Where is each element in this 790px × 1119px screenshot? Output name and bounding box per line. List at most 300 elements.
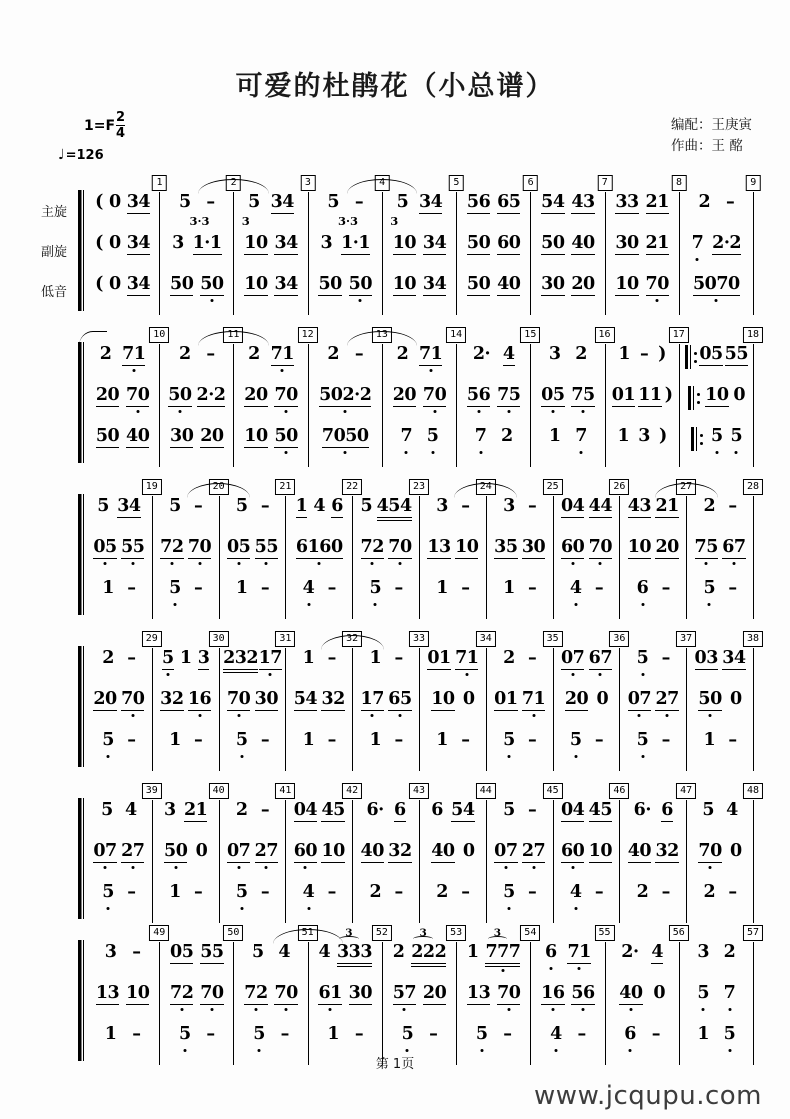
- repeat-dot: [694, 352, 697, 355]
- measure-cell: [86, 882, 153, 923]
- music-row: [86, 841, 754, 882]
- note-token: 0: [653, 983, 666, 1003]
- measure-number-box: 3: [300, 175, 315, 191]
- measure-cell: [554, 841, 621, 882]
- note-token: 5070: [693, 275, 740, 296]
- measure-cell: [86, 274, 160, 315]
- note-token: 5: [426, 426, 439, 446]
- measure-number-box: 23: [409, 479, 429, 495]
- note-token: 10: [244, 427, 267, 448]
- note-token: 34: [722, 649, 745, 670]
- measure-cell: [420, 882, 487, 923]
- note-token: 60: [561, 842, 584, 863]
- staff-rows: [86, 344, 754, 467]
- note-token: 70: [188, 538, 211, 559]
- note-token: 40: [126, 427, 149, 448]
- note-token: 1: [102, 578, 114, 598]
- measure-number-box: 33: [409, 631, 429, 647]
- measure-cell: [86, 983, 160, 1024]
- measure-cell: [153, 730, 220, 771]
- note-token: 40: [361, 842, 384, 863]
- time-denominator: 4: [116, 125, 126, 141]
- measure-number-box: 9: [746, 175, 761, 191]
- note-token: –: [260, 578, 270, 598]
- measure-cell: [531, 344, 605, 385]
- note-token: 70: [646, 275, 669, 296]
- note-token: 01: [427, 649, 450, 670]
- measure-cell: [86, 578, 153, 619]
- note-token: 777: [485, 943, 520, 964]
- music-row: [86, 192, 754, 233]
- measure-cell: [309, 233, 383, 274]
- measure-cell: [620, 537, 687, 578]
- measure-cell: [487, 800, 554, 841]
- measure-number-box: 7: [597, 175, 612, 191]
- note-token: 2: [636, 882, 649, 902]
- note-token: 1: [436, 730, 448, 750]
- measure-cell: [286, 800, 353, 841]
- repeat-thick-bar: [688, 386, 692, 410]
- note-token: 21: [646, 234, 669, 255]
- note-token: 5: [360, 496, 373, 516]
- note-token: 70: [274, 984, 297, 1005]
- measure-cell: [160, 983, 234, 1024]
- measure-number-box: 14: [446, 327, 466, 343]
- note-token: 1: [179, 648, 192, 668]
- measure-number-box: 32: [342, 631, 362, 647]
- measure-cell: [687, 689, 754, 730]
- note-token: 67: [722, 538, 745, 559]
- note-token: –: [661, 578, 670, 598]
- note-token: –: [639, 344, 649, 364]
- measure-cell: [286, 537, 353, 578]
- note-token: 1: [169, 730, 181, 750]
- measure-cell: [153, 841, 220, 882]
- measure-cell: [309, 426, 383, 467]
- measure-cell: [286, 841, 353, 882]
- note-token: –: [194, 730, 203, 750]
- measure-number-box: 26: [609, 479, 629, 495]
- note-token: 5: [162, 649, 174, 670]
- measure-number-box: 4: [375, 175, 390, 191]
- measure-number-box: 34: [476, 631, 496, 647]
- measure-cell: [220, 689, 287, 730]
- measure-number-box: 53: [446, 925, 466, 941]
- note-token: 3: [548, 344, 561, 364]
- note-token: ): [664, 385, 673, 405]
- note-token: –: [461, 730, 470, 750]
- measure-cell: [153, 578, 220, 619]
- measure-cell: [420, 648, 487, 689]
- note-token: 03: [695, 649, 718, 670]
- note-token: 5: [253, 1024, 265, 1044]
- measure-number-box: 15: [520, 327, 540, 343]
- note-icon: ♩: [58, 147, 65, 163]
- measure-cell: [620, 882, 687, 923]
- note-token: 27: [655, 690, 678, 711]
- music-row: [86, 344, 754, 385]
- measure-cell: [353, 578, 420, 619]
- music-row: [86, 800, 754, 841]
- measure-cell: [86, 730, 153, 771]
- measure-number-box: 5: [449, 175, 464, 191]
- note-token: 2·: [472, 344, 491, 364]
- music-row: [86, 882, 754, 923]
- score-systems: [0, 175, 790, 1065]
- measure-number-box: 25: [543, 479, 563, 495]
- note-token: 5: [369, 578, 382, 598]
- repeat-sign: [685, 346, 698, 368]
- note-token: 1: [169, 882, 181, 902]
- measure-cell: [457, 192, 531, 233]
- note-token: –: [127, 648, 136, 668]
- note-token: 57: [393, 984, 416, 1005]
- note-token: 5: [503, 882, 515, 902]
- note-token: 5: [235, 730, 248, 750]
- music-row: [86, 274, 754, 315]
- measure-cell: [234, 983, 308, 1024]
- note-token: –: [661, 882, 670, 902]
- measure-cell: [160, 344, 234, 385]
- note-token: 3: [164, 800, 176, 820]
- measure-cell: [309, 344, 383, 385]
- measure-cell: [687, 537, 754, 578]
- note-token: 71: [522, 690, 545, 711]
- note-token: 1: [618, 344, 631, 364]
- repeat-thick-bar: [691, 427, 695, 451]
- repeat-dot: [697, 401, 700, 404]
- note-token: 20: [96, 386, 119, 407]
- note-token: 34: [127, 234, 150, 255]
- system-5: [86, 783, 760, 923]
- row-label: 主旋: [40, 204, 67, 220]
- system-4: [86, 631, 760, 771]
- staff-rows: [40, 192, 754, 315]
- note-token: 13: [427, 538, 450, 559]
- measure-cell: [153, 800, 220, 841]
- measure-cell: [487, 841, 554, 882]
- note-token: 5: [503, 730, 515, 750]
- note-token: –: [127, 730, 136, 750]
- note-token: 2: [99, 344, 112, 364]
- note-token: 17: [361, 690, 384, 711]
- note-token: 70: [121, 690, 144, 711]
- measure-number-box: 13: [372, 327, 392, 343]
- system-3: [86, 479, 760, 619]
- measure-cell: [220, 578, 287, 619]
- note-token: 1: [697, 1024, 710, 1044]
- music-row: [86, 983, 754, 1024]
- arranger-credit: 编配：王庚寅: [671, 117, 752, 133]
- note-token: 7050: [322, 427, 369, 448]
- measure-cell: [86, 344, 160, 385]
- measure-cell: [383, 426, 457, 467]
- note-token: 30: [522, 538, 545, 559]
- note-token: 4: [278, 942, 291, 962]
- note-token: 07: [628, 690, 651, 711]
- note-token: 40: [619, 984, 642, 1005]
- measure-cell: [457, 344, 531, 385]
- note-token: 05: [541, 386, 564, 407]
- note-token: 6: [545, 942, 557, 962]
- measure-cell: [353, 841, 420, 882]
- note-token: 50: [318, 275, 341, 296]
- note-token: 5: [730, 426, 743, 446]
- note-token: –: [461, 882, 470, 902]
- music-row: [86, 426, 754, 467]
- note-token: 2: [698, 192, 711, 212]
- repeat-thin-bar: [693, 386, 694, 410]
- note-token: 2: [178, 344, 191, 364]
- measure-cell: [531, 233, 605, 274]
- note-token: 34: [127, 193, 150, 214]
- note-token: 5: [97, 496, 109, 516]
- note-token: 10: [455, 538, 478, 559]
- note-token: 2·2: [712, 234, 741, 255]
- note-token: 10: [628, 538, 651, 559]
- note-token: –: [194, 882, 203, 902]
- note-token: –: [260, 496, 270, 516]
- note-token: 72: [160, 538, 183, 559]
- measure-cell: [86, 233, 160, 274]
- staff-labels: [34, 190, 74, 311]
- measure-cell: [620, 578, 687, 619]
- note-token: 50: [170, 275, 193, 296]
- note-token: 71: [455, 649, 478, 670]
- measure-cell: [487, 578, 554, 619]
- staff-bracket: [78, 494, 84, 615]
- note-token: 1: [466, 942, 479, 962]
- note-token: 32: [388, 842, 411, 863]
- note-token: 27: [121, 842, 144, 863]
- note-token: 11: [638, 386, 661, 407]
- note-token: –: [327, 648, 336, 668]
- note-token: –: [528, 578, 537, 598]
- note-token: 21: [655, 497, 678, 518]
- measure-cell: [234, 385, 308, 426]
- note-token: 13: [96, 984, 119, 1005]
- measure-cell: [383, 983, 457, 1024]
- staff-bracket: [78, 940, 84, 1061]
- note-token: 454: [377, 497, 412, 518]
- note-token: 4: [503, 345, 515, 366]
- note-token: 32: [160, 690, 183, 711]
- note-token: 50: [164, 842, 187, 863]
- measure-number-box: 57: [743, 925, 763, 941]
- repeat-thin-bar: [690, 345, 691, 369]
- note-token: –: [661, 648, 670, 668]
- note-token: 72: [244, 984, 267, 1005]
- note-token: 3: [503, 496, 515, 516]
- note-token: 1: [327, 1024, 340, 1044]
- note-token: –: [194, 496, 203, 516]
- note-token: 20: [565, 690, 588, 711]
- note-token: 34: [271, 193, 294, 214]
- note-token: (: [95, 192, 103, 212]
- measure-cell: [680, 942, 754, 983]
- note-token: 10: [615, 275, 638, 296]
- measure-cell: [687, 730, 754, 771]
- note-token: 61: [318, 984, 341, 1005]
- measure-number-box: 37: [676, 631, 696, 647]
- triplet-mark: 3: [419, 927, 427, 939]
- note-token: 30: [615, 234, 638, 255]
- measure-cell: [286, 648, 353, 689]
- note-token: 50: [274, 427, 297, 448]
- note-token: –: [206, 1024, 215, 1044]
- note-token: 55: [255, 538, 278, 559]
- note-token: 6: [624, 1024, 636, 1044]
- note-token: –: [206, 344, 215, 364]
- note-token: 34: [117, 497, 140, 518]
- measure-number-strip: [86, 327, 760, 344]
- repeat-dot: [694, 360, 697, 363]
- time-numerator: 2: [116, 110, 126, 125]
- note-token: –: [354, 344, 364, 364]
- note-token: 1: [296, 497, 308, 518]
- note-token: 2: [248, 344, 260, 364]
- note-token: 2: [392, 942, 405, 962]
- page-number-label: 第 1页: [375, 1057, 415, 1072]
- note-token: 5: [703, 578, 716, 598]
- note-token: 3: [697, 942, 710, 962]
- note-token: 5: [169, 496, 181, 516]
- note-token: 71: [567, 943, 590, 964]
- measure-cell: [160, 426, 234, 467]
- note-token: 2: [503, 648, 515, 668]
- note-token: 21: [184, 801, 207, 822]
- note-token: (: [95, 233, 103, 253]
- note-token: –: [503, 1024, 512, 1044]
- note-token: –: [127, 578, 136, 598]
- note-token: 20: [93, 690, 116, 711]
- note-token: 56: [467, 386, 490, 407]
- note-token: 50: [200, 275, 223, 296]
- note-token: 35: [494, 538, 517, 559]
- note-token: 30: [349, 984, 372, 1005]
- measure-cell: [234, 426, 308, 467]
- note-token: 70: [497, 984, 520, 1005]
- measure-number-box: 56: [669, 925, 689, 941]
- note-token: 50: [467, 275, 490, 296]
- note-token: 5: [169, 578, 181, 598]
- measure-cell: [86, 537, 153, 578]
- note-token: 34: [127, 275, 150, 296]
- note-token: 72: [361, 538, 384, 559]
- note-token: 07: [561, 649, 584, 670]
- note-token: 1: [369, 648, 382, 668]
- note-token: 5: [102, 882, 114, 902]
- measure-number-box: 47: [676, 783, 696, 799]
- note-token: (: [95, 274, 103, 294]
- note-token: 2: [396, 344, 409, 364]
- measure-cell: [554, 578, 621, 619]
- measure-cell: [420, 800, 487, 841]
- note-token: –: [461, 578, 470, 598]
- measure-number-box: 50: [223, 925, 243, 941]
- measure-cell: [220, 800, 287, 841]
- note-token: 45: [589, 801, 612, 822]
- sub-annotation: 3·3: [337, 214, 358, 228]
- note-token: 5: [569, 730, 582, 750]
- note-token: 3: [198, 649, 210, 670]
- measure-cell: [487, 730, 554, 771]
- measure-number-box: 31: [275, 631, 295, 647]
- note-token: 5: [636, 648, 649, 668]
- measure-number-box: 2: [226, 175, 241, 191]
- staff-rows: [86, 496, 754, 619]
- note-token: 01: [494, 690, 517, 711]
- repeat-dot: [697, 393, 700, 396]
- note-token: 70: [126, 386, 149, 407]
- note-token: –: [280, 1024, 289, 1044]
- system-1: [40, 175, 757, 315]
- note-token: 4: [302, 578, 315, 598]
- music-row: [86, 233, 754, 274]
- note-token: 1: [302, 648, 315, 668]
- note-token: 43: [628, 497, 651, 518]
- note-token: 1·1: [341, 234, 370, 255]
- note-token: 71: [271, 345, 294, 366]
- system-6: [86, 925, 760, 1065]
- repeat-dots: [694, 352, 697, 363]
- note-token: 10: [705, 386, 728, 407]
- measure-cell: [687, 882, 754, 923]
- measure-number-box: 10: [149, 327, 169, 343]
- measure-number-box: 24: [476, 479, 496, 495]
- note-token: 07: [494, 842, 517, 863]
- note-token: 55: [200, 943, 223, 964]
- measure-cell: [680, 426, 754, 467]
- note-token: 5: [711, 426, 723, 446]
- note-token: 43: [571, 193, 594, 214]
- measure-cell: [234, 344, 308, 385]
- note-token: –: [461, 496, 470, 516]
- note-token: 1: [369, 730, 382, 750]
- note-token: 1: [302, 730, 315, 750]
- note-token: 07: [93, 842, 116, 863]
- measure-cell: [220, 496, 287, 537]
- sub-annotation: 3: [241, 214, 250, 228]
- measure-cell: [383, 192, 457, 233]
- measure-cell: [554, 800, 621, 841]
- note-token: 5: [235, 882, 248, 902]
- note-token: 56: [571, 984, 594, 1005]
- measure-cell: [309, 385, 383, 426]
- note-token: 1: [104, 1024, 117, 1044]
- tempo-value: =126: [65, 148, 104, 163]
- measure-number-box: 19: [142, 479, 162, 495]
- measure-cell: [383, 344, 457, 385]
- note-token: 55: [121, 538, 144, 559]
- note-token: –: [577, 1024, 586, 1044]
- note-token: 4: [569, 578, 582, 598]
- note-token: 56: [467, 193, 490, 214]
- note-token: –: [594, 730, 604, 750]
- measure-cell: [383, 274, 457, 315]
- triplet-mark: 3: [493, 927, 502, 939]
- measure-cell: [353, 730, 420, 771]
- repeat-dots: [700, 434, 703, 445]
- measure-cell: [353, 648, 420, 689]
- note-token: 6: [661, 801, 673, 822]
- note-token: 5: [178, 192, 191, 212]
- note-token: 34: [423, 234, 446, 255]
- note-token: 5: [101, 800, 113, 820]
- note-token: –: [327, 578, 336, 598]
- measure-cell: [353, 689, 420, 730]
- note-token: 2·: [621, 942, 639, 962]
